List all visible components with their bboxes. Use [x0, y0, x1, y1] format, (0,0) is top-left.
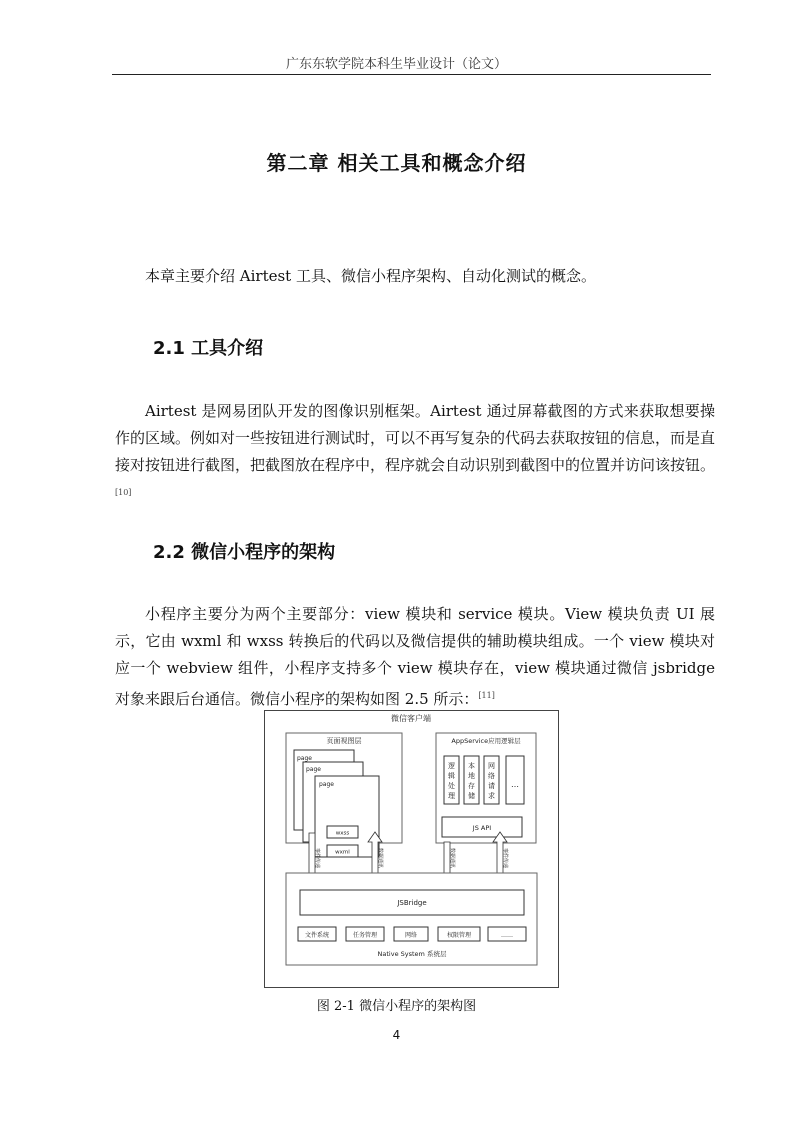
logic-col-label: 逻辑处理: [448, 762, 455, 800]
page-label: page: [297, 755, 312, 762]
arrow-label: 事件传递: [502, 847, 508, 869]
figure-caption: 图 2-1 微信小程序的架构图: [316, 999, 477, 1014]
section-heading-2-1: 2.1 工具介绍: [153, 338, 264, 359]
page-label: page: [306, 766, 321, 773]
view-layer-label: 页面视图层: [326, 737, 362, 745]
citation-ref: [10]: [115, 488, 132, 497]
arrow-label: 事件传递: [314, 847, 320, 869]
native-label: 任务管理: [352, 932, 378, 939]
arrow-label: 数据通讯: [449, 847, 455, 869]
storage-col-label: 本地存储: [468, 762, 475, 800]
arrow-label: 数据通讯: [377, 847, 383, 869]
wxss-label: wxss: [335, 830, 350, 837]
native-label: 网络: [404, 932, 418, 939]
section-2-2-body: [115, 601, 715, 713]
header-rule: [112, 74, 711, 75]
js-api-label: JS API: [472, 824, 492, 832]
native-label: ……: [501, 932, 513, 939]
section-2-1-body: [115, 398, 715, 510]
page-number: 4: [392, 1028, 401, 1042]
client-label: 微信客户端: [391, 714, 431, 723]
intro-paragraph: 本章主要介绍 Airtest 工具、微信小程序架构、自动化测试的概念。: [145, 267, 596, 285]
more-col-label: …: [511, 780, 519, 789]
running-header: 广东东软学院本科生毕业设计（论文）: [285, 57, 507, 72]
architecture-diagram: [264, 710, 559, 988]
native-label: 文件系统: [304, 932, 330, 939]
chapter-title: 第二章 相关工具和概念介绍: [266, 151, 527, 175]
citation-ref: [11]: [478, 691, 495, 700]
section-2-1-text: Airtest 是网易团队开发的图像识别框架。Airtest 通过屏幕截图的方式来获取想要操作的区域。例如对一些按钮进行测试时，可以不再写复杂的代码去获取按钮的信息，而是直接对按钮进行截图，把截图放在程序中，程序就会自动识别到截图中的位置并访问该按钮。: [115, 402, 716, 474]
network-col-label: 网络请求: [488, 762, 495, 800]
page-label: page: [319, 781, 334, 788]
section-heading-2-2: 2.2 微信小程序的架构: [153, 542, 336, 563]
section-2-2-text: 小程序主要分为两个主要部分：view 模块和 service 模块。View 模块负责 UI 展示，它由 wxml 和 wxss 转换后的代码以及微信提供的辅助模块组成。一个 view 模块对应一个 webview 组件，小程序支持多个 view 模块存在，view 模块通过微信 jsbridge 对象来跟后台通信。微信小程序的架构如图 2.5 所示：: [115, 605, 715, 708]
service-layer-label: AppService应用逻辑层: [451, 737, 521, 745]
native-layer-label: Native System 系统层: [377, 950, 447, 958]
native-label: 权限管理: [446, 932, 472, 939]
wxml-label: wxml: [335, 849, 350, 856]
jsbridge-label: JSBridge: [397, 899, 427, 907]
